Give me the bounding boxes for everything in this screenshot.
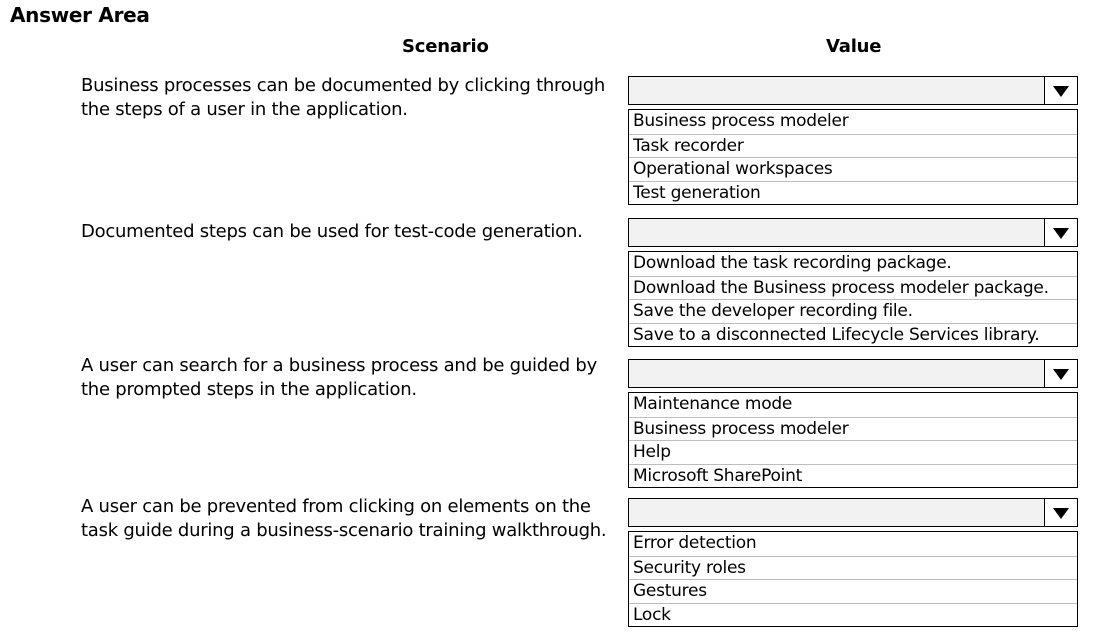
dropdown-options-list: [628, 109, 1078, 205]
dropdown-options-list: [628, 251, 1078, 347]
dropdown-options-list: [628, 531, 1078, 627]
dropdown-option[interactable]: Help: [629, 440, 1077, 464]
scenario-column-header: Scenario: [402, 36, 489, 57]
dropdown-arrow-button[interactable]: [1044, 360, 1077, 387]
dropdown-option[interactable]: Save to a disconnected Lifecycle Services library.: [629, 323, 1077, 347]
dropdown-selected-3[interactable]: [628, 359, 1078, 388]
chevron-down-icon: [1053, 86, 1069, 97]
dropdown-option[interactable]: Security roles: [629, 556, 1077, 580]
dropdown-arrow-button[interactable]: [1044, 77, 1077, 104]
dropdown-selected-4[interactable]: [628, 498, 1078, 527]
dropdown-option[interactable]: Download the task recording package.: [633, 253, 952, 273]
value-dropdown-3[interactable]: [628, 359, 1078, 488]
dropdown-option[interactable]: Maintenance mode: [633, 394, 793, 414]
dropdown-option[interactable]: Business process modeler: [633, 111, 849, 131]
answer-area-title: Answer Area: [10, 3, 150, 27]
value-dropdown-4[interactable]: [628, 498, 1078, 627]
dropdown-option[interactable]: Microsoft SharePoint: [629, 464, 1077, 488]
dropdown-option[interactable]: Test generation: [629, 181, 1077, 205]
dropdown-option[interactable]: Download the Business process modeler package.: [629, 276, 1077, 300]
chevron-down-icon: [1053, 228, 1069, 239]
dropdown-option[interactable]: Gestures: [629, 579, 1077, 603]
dropdown-option[interactable]: Save the developer recording file.: [629, 299, 1077, 323]
scenario-text-2: Documented steps can be used for test-code generation.: [81, 221, 583, 242]
dropdown-option[interactable]: Operational workspaces: [629, 157, 1077, 181]
dropdown-option[interactable]: Lock: [629, 603, 1077, 627]
dropdown-option[interactable]: Error detection: [633, 533, 757, 553]
chevron-down-icon: [1053, 508, 1069, 519]
value-column-header: Value: [826, 36, 882, 57]
scenario-text-1: Business processes can be documented by clicking through the steps of a user in the application.: [81, 75, 606, 120]
scenario-text-3: A user can search for a business process and be guided by the prompted steps in the application.: [81, 355, 597, 400]
dropdown-arrow-button[interactable]: [1044, 219, 1077, 246]
dropdown-arrow-button[interactable]: [1044, 499, 1077, 526]
scenario-text-4: A user can be prevented from clicking on elements on the task guide during a business-scenario training walkthrough.: [81, 496, 607, 541]
value-dropdown-2[interactable]: [628, 218, 1078, 347]
dropdown-option[interactable]: Business process modeler: [629, 417, 1077, 441]
dropdown-option[interactable]: Task recorder: [629, 134, 1077, 158]
dropdown-selected-1[interactable]: [628, 76, 1078, 105]
dropdown-options-list: [628, 392, 1078, 488]
value-dropdown-1[interactable]: [628, 76, 1078, 205]
dropdown-selected-2[interactable]: [628, 218, 1078, 247]
chevron-down-icon: [1053, 369, 1069, 380]
